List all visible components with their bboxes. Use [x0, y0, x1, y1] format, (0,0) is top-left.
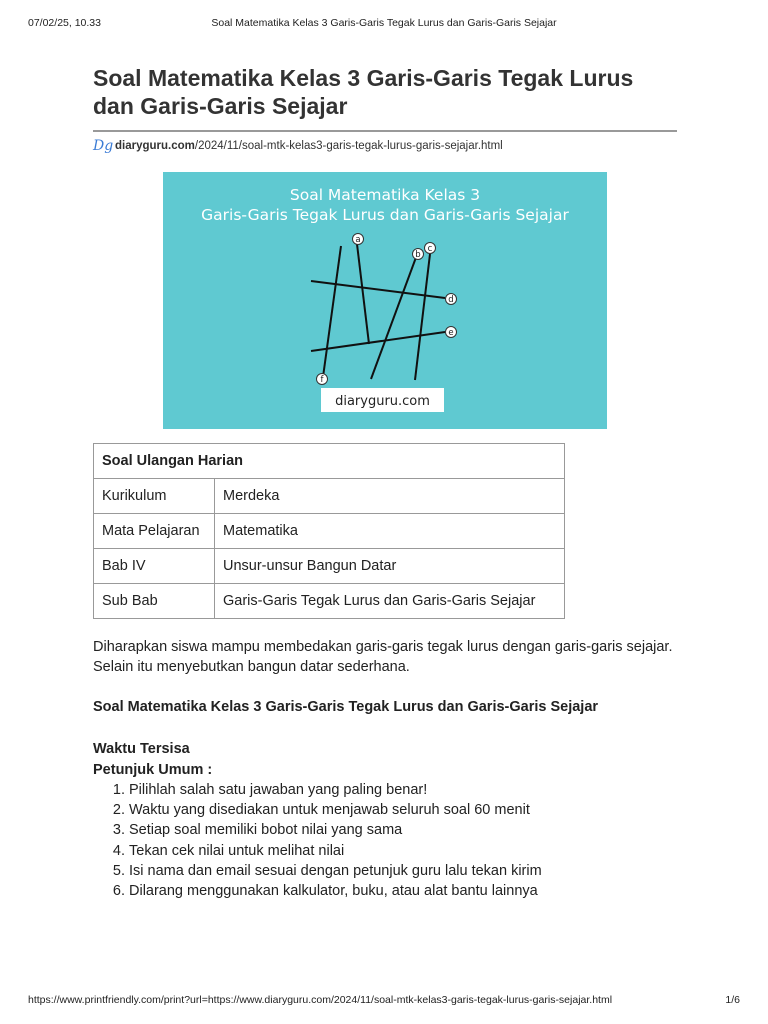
table-row — [94, 479, 565, 514]
page-number: 1/6 — [725, 994, 740, 1006]
table-key: Kurikulum — [94, 479, 215, 514]
article-header — [93, 64, 677, 154]
page-title: Soal Matematika Kelas 3 Garis-Garis Tegak Lurus dan Garis-Garis Sejajar — [93, 65, 634, 119]
list-item: 5. Isi nama dan email sesuai dengan petunjuk guru lalu tekan kirim — [129, 861, 689, 881]
timer-label: Waktu Tersisa — [93, 741, 190, 757]
print-url: https://www.printfriendly.com/print?url=https://www.diaryguru.com/2024/11/soal-mtk-kelas3-garis-tegak-lurus-garis-sejajar.html — [28, 994, 613, 1006]
svg-text:d: d — [448, 295, 454, 305]
section-subheading: Soal Matematika Kelas 3 Garis-Garis Tegak Lurus dan Garis-Garis Sejajar — [93, 699, 599, 715]
print-header — [28, 17, 740, 31]
source-link[interactable] — [115, 140, 503, 152]
hero-badge-text: diaryguru.com — [335, 394, 430, 409]
table-row — [94, 584, 565, 619]
label-d — [446, 294, 457, 306]
list-item: 1. Pilihlah salah satu jawaban yang paling benar! — [129, 780, 689, 800]
list-item: 6. Dilarang menggunakan kalkulator, buku, atau alat bantu lainnya — [129, 881, 689, 901]
svg-text:f: f — [320, 375, 324, 385]
source-domain: diaryguru.com — [115, 140, 195, 152]
table-header-cell: Soal Ulangan Harian — [94, 444, 565, 479]
print-date: 07/02/25, 10.33 — [28, 17, 101, 29]
source-link-row — [93, 138, 677, 154]
list-item: 3. Setiap soal memiliki bobot nilai yang sama — [129, 820, 689, 840]
hero-title-line1: Soal Matematika Kelas 3 — [289, 186, 481, 204]
table-value: Unsur-unsur Bangun Datar — [215, 549, 565, 584]
svg-text:a: a — [355, 235, 361, 245]
label-c — [425, 243, 436, 255]
hero-image — [163, 172, 607, 429]
svg-text:e: e — [448, 328, 454, 338]
label-a — [353, 234, 364, 246]
title-divider — [93, 130, 677, 132]
diaryguru-logo-icon: Dg — [93, 138, 114, 154]
info-table — [93, 443, 565, 619]
list-item: 2. Waktu yang disediakan untuk menjawab seluruh soal 60 menit — [129, 800, 689, 820]
print-doc-title: Soal Matematika Kelas 3 Garis-Garis Tegak Lurus dan Garis-Garis Sejajar — [211, 17, 557, 29]
list-item: 4. Tekan cek nilai untuk melihat nilai — [129, 841, 689, 861]
print-footer — [28, 994, 740, 1008]
table-row — [94, 514, 565, 549]
table-key: Bab IV — [94, 549, 215, 584]
table-value: Garis-Garis Tegak Lurus dan Garis-Garis Sejajar — [215, 584, 565, 619]
hero-title-line2: Garis-Garis Tegak Lurus dan Garis-Garis Sejajar — [201, 206, 569, 224]
label-e — [446, 327, 457, 339]
svg-text:c: c — [427, 244, 433, 254]
source-path: /2024/11/soal-mtk-kelas3-garis-tegak-lurus-garis-sejajar.html — [194, 140, 503, 152]
table-row — [94, 549, 565, 584]
table-header-row — [94, 444, 565, 479]
table-value: Merdeka — [215, 479, 565, 514]
svg-text:b: b — [415, 250, 421, 260]
table-value: Matematika — [215, 514, 565, 549]
label-f — [317, 374, 328, 386]
label-b — [413, 249, 424, 261]
instructions-list — [93, 780, 689, 901]
intro-paragraph: Diharapkan siswa mampu membedakan garis-garis tegak lurus dengan garis-garis sejajar. Selain itu menyebutkan bangun datar sederhana. — [93, 639, 673, 675]
instructions-heading: Petunjuk Umum : — [93, 762, 213, 778]
table-key: Mata Pelajaran — [94, 514, 215, 549]
table-key: Sub Bab — [94, 584, 215, 619]
